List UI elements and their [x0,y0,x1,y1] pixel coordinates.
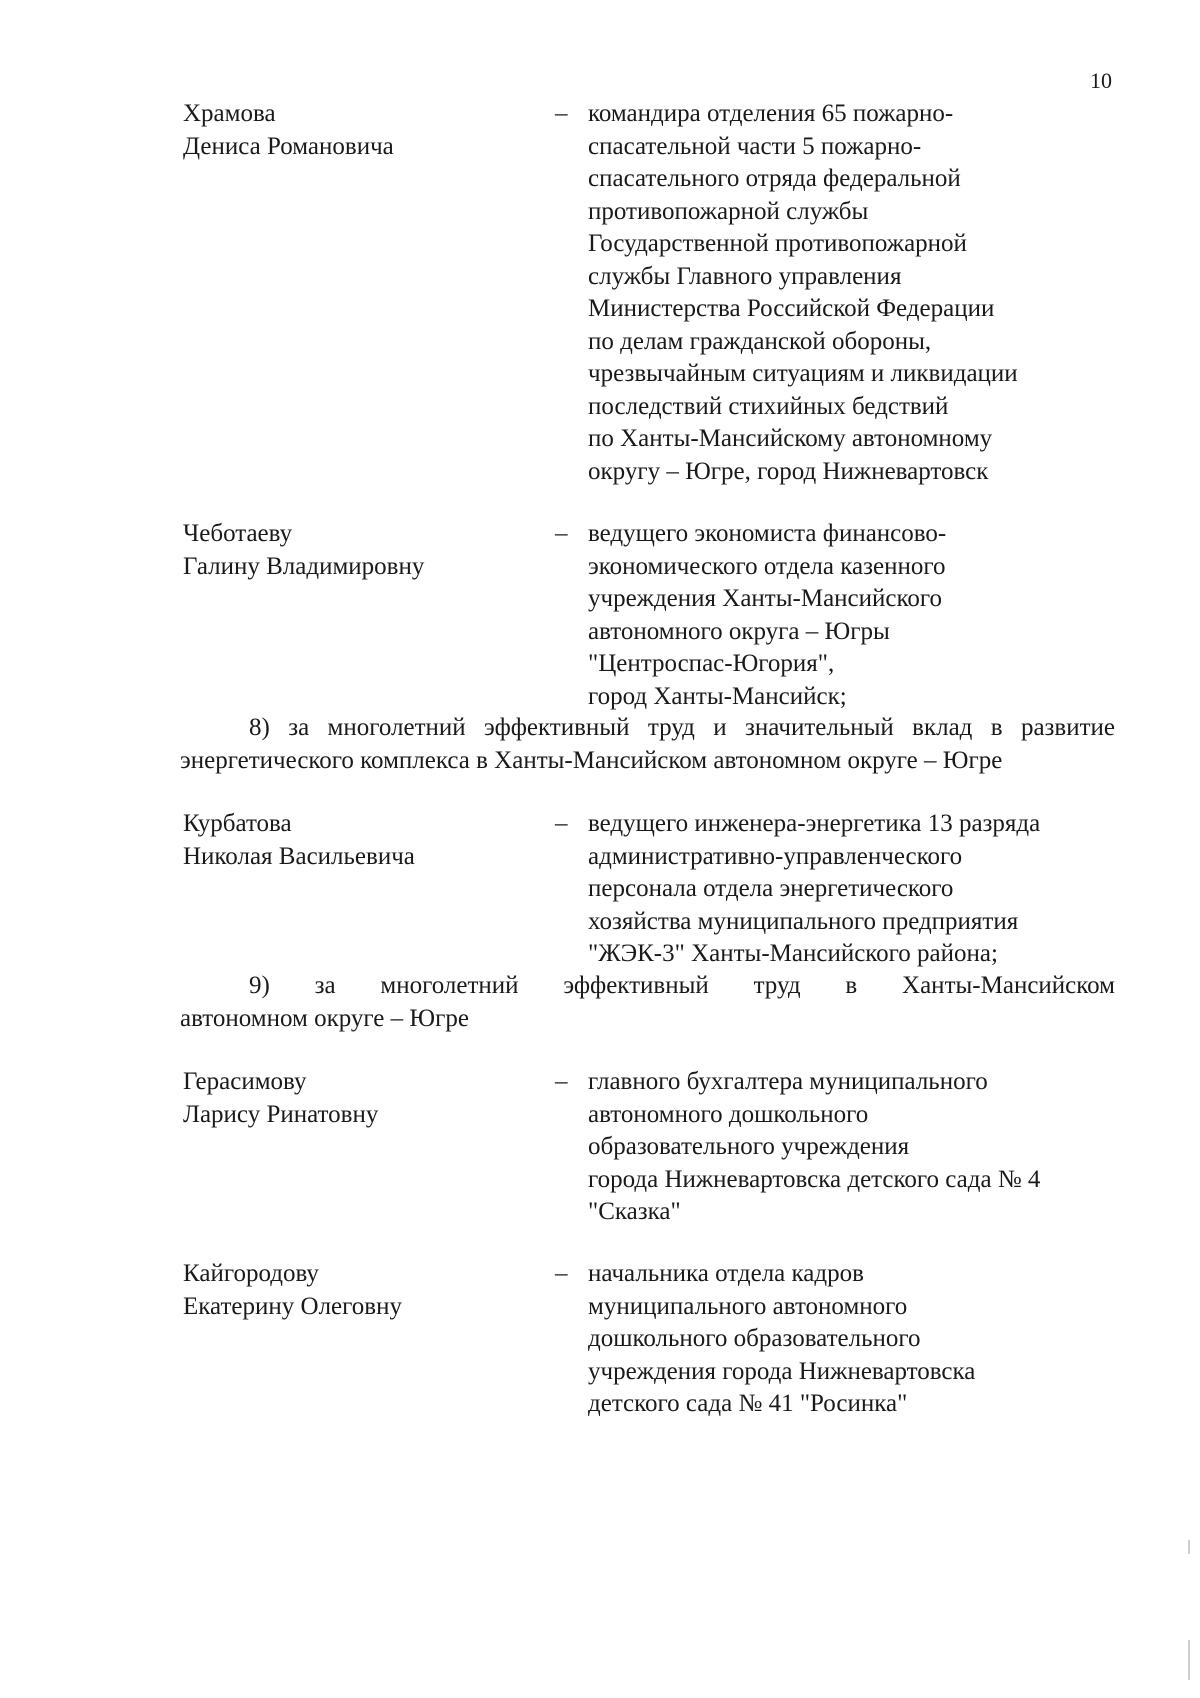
description-line: противопожарной службы [588,197,869,225]
description-line: автономного дошкольного [588,1100,869,1128]
description-line: спасательной части 5 пожарно- [588,132,922,160]
dash-separator: – [555,100,568,127]
description-line: командира отделения 65 пожарно- [588,100,954,127]
given-names: Ларису Ринатовну [183,1100,379,1128]
dash-separator: – [555,1260,568,1287]
person-name [183,1258,523,1323]
position-description [588,808,1148,971]
description-line: ведущего инженера-энергетика 13 разряда [588,810,1041,837]
description-line: экономического отдела казенного [588,552,946,580]
description-line: дошкольного образовательного [588,1325,921,1352]
description-line: по делам гражданской обороны, [588,327,932,355]
description-line: последствий стихийных бедствий [588,392,949,420]
description-line: "Центроспас-Югория", [588,650,835,677]
position-description [588,98,1148,488]
description-line: образовательного учреждения [588,1133,910,1160]
given-names: Дениса Романовича [183,132,394,160]
dash-separator: – [555,1068,568,1095]
paragraph-line: 8) за многолетний эффективный труд и значительный вклад в развитие [249,714,1115,741]
person-name [183,808,523,873]
scan-artifact [1188,1540,1190,1554]
description-line: службы Главного управления [588,262,902,290]
scan-artifact [1188,1640,1190,1680]
description-line: хозяйства муниципального предприятия [588,907,1019,935]
dash-separator: – [555,520,568,547]
description-line: ведущего экономиста финансово- [588,520,947,547]
description-line: округу – Югре, город Нижневартовск [588,457,989,485]
description-line: учреждения Ханты-Мансийского [588,585,943,612]
person-name [183,518,523,583]
given-names: Екатерину Олеговну [183,1292,402,1320]
description-line: муниципального автономного [588,1292,908,1320]
description-line: чрезвычайным ситуациям и ликвидации [588,360,1018,387]
paragraph-line: автономном округе – Югре [180,1004,469,1032]
page-number: 10 [1090,68,1112,93]
description-line: Министерства Российской Федерации [588,295,995,322]
award-category-paragraph [180,970,1115,1035]
description-line: персонала отдела энергетического [588,875,954,902]
given-names: Николая Васильевича [183,842,415,870]
description-line: учреждения города Нижневартовска [588,1357,976,1385]
given-names: Галину Владимировну [183,552,425,580]
position-description [588,1066,1148,1229]
position-description [588,518,1148,713]
description-line: "Сказка" [588,1198,681,1225]
description-line: административно-управленческого [588,842,963,870]
description-line: автономного округа – Югры [588,617,890,645]
description-line: по Ханты-Мансийскому автономному [588,425,993,452]
description-line: детского сада № 41 "Росинка" [588,1390,908,1417]
description-line: спасательного отряда федеральной [588,165,961,192]
award-category-paragraph [180,712,1115,777]
surname: Чеботаеву [183,520,293,547]
position-description [588,1258,1148,1421]
description-line: город Ханты-Мансийск; [588,682,847,710]
person-name [183,98,523,163]
person-name [183,1066,523,1131]
dash-separator: – [555,810,568,837]
paragraph-line: 9) за многолетний эффективный труд в Ханты-Мансийском [249,972,1115,999]
surname: Кайгородову [183,1260,319,1287]
description-line: начальника отдела кадров [588,1260,864,1287]
description-line: главного бухгалтера муниципального [588,1068,988,1095]
description-line: Государственной противопожарной [588,230,967,257]
surname: Курбатова [183,810,292,837]
surname: Герасимову [183,1068,307,1095]
surname: Храмова [183,100,276,127]
description-line: "ЖЭК-3" Ханты-Мансийского района; [588,940,998,967]
description-line: города Нижневартовска детского сада № 4 [588,1165,1041,1193]
paragraph-line: энергетического комплекса в Ханты-Мансийском автономном округе – Югре [180,746,1003,774]
